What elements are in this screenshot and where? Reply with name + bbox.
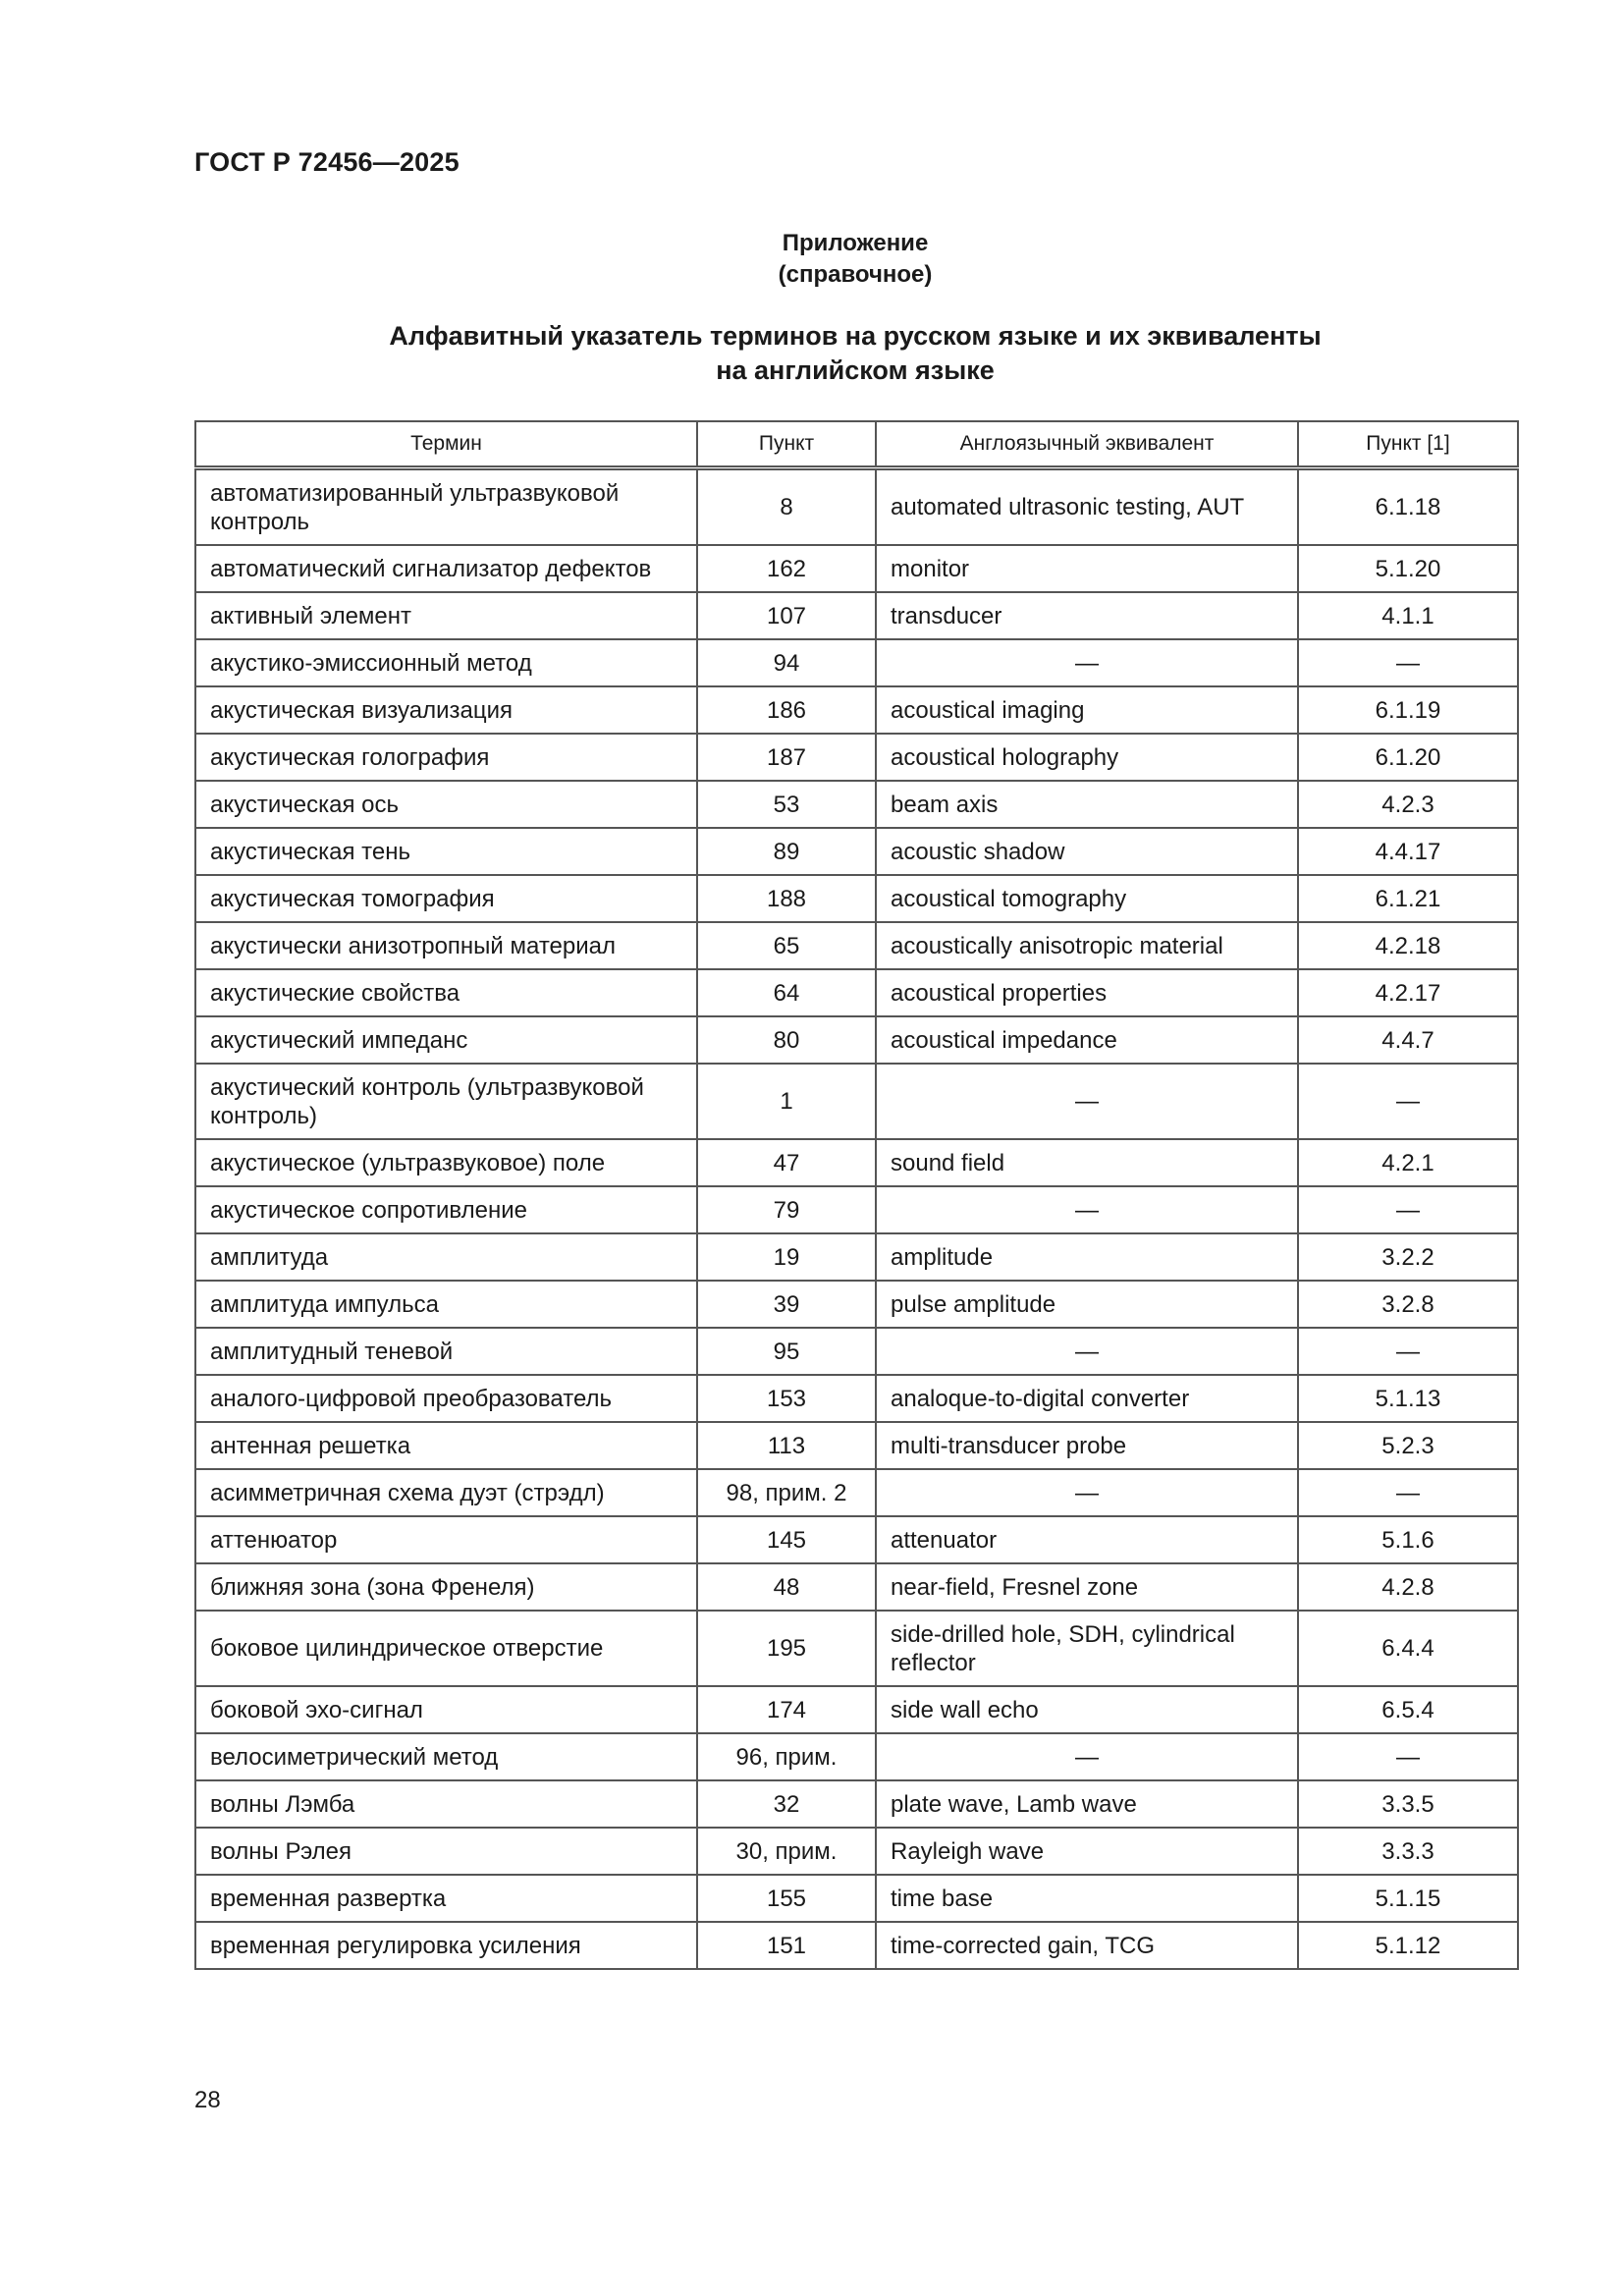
reference-item-cell: 6.1.19	[1298, 686, 1518, 734]
term-cell: аттенюатор	[195, 1516, 697, 1563]
reference-item-cell: 3.2.2	[1298, 1233, 1518, 1281]
term-cell: акустическая визуализация	[195, 686, 697, 734]
table-row	[195, 686, 1518, 734]
english-equivalent-cell: side-drilled hole, SDH, cylindrical reflector	[876, 1611, 1298, 1686]
term-cell: акустически анизотропный материал	[195, 922, 697, 969]
reference-item-cell: 4.4.7	[1298, 1016, 1518, 1064]
table-row	[195, 1611, 1518, 1686]
english-equivalent-cell: near-field, Fresnel zone	[876, 1563, 1298, 1611]
table-row	[195, 1733, 1518, 1780]
table-row	[195, 639, 1518, 686]
term-cell: антенная решетка	[195, 1422, 697, 1469]
term-cell: акустико-эмиссионный метод	[195, 639, 697, 686]
item-cell: 79	[697, 1186, 876, 1233]
table-row	[195, 1016, 1518, 1064]
table-row	[195, 1375, 1518, 1422]
reference-item-cell: 6.1.20	[1298, 734, 1518, 781]
table-row	[195, 969, 1518, 1016]
item-cell: 80	[697, 1016, 876, 1064]
table-row	[195, 1186, 1518, 1233]
english-equivalent-cell: multi-transducer probe	[876, 1422, 1298, 1469]
term-cell: волны Лэмба	[195, 1780, 697, 1828]
english-equivalent-cell: beam axis	[876, 781, 1298, 828]
term-cell: велосиметрический метод	[195, 1733, 697, 1780]
table-row	[195, 1139, 1518, 1186]
term-cell: акустическая ось	[195, 781, 697, 828]
item-cell: 155	[697, 1875, 876, 1922]
reference-item-cell: 6.4.4	[1298, 1611, 1518, 1686]
item-cell: 195	[697, 1611, 876, 1686]
reference-item-cell: 5.2.3	[1298, 1422, 1518, 1469]
term-cell: акустическое (ультразвуковое) поле	[195, 1139, 697, 1186]
term-cell: ближняя зона (зона Френеля)	[195, 1563, 697, 1611]
appendix-type: (справочное)	[778, 261, 933, 288]
item-cell: 47	[697, 1139, 876, 1186]
english-equivalent-cell: acoustical properties	[876, 969, 1298, 1016]
english-equivalent-cell: plate wave, Lamb wave	[876, 1780, 1298, 1828]
term-cell: временная развертка	[195, 1875, 697, 1922]
reference-item-cell: 4.2.3	[1298, 781, 1518, 828]
item-cell: 107	[697, 592, 876, 639]
table-row	[195, 781, 1518, 828]
english-equivalent-cell: acoustically anisotropic material	[876, 922, 1298, 969]
item-cell: 174	[697, 1686, 876, 1733]
table-row	[195, 828, 1518, 875]
header-english-equivalent: Англоязычный эквивалент	[876, 421, 1298, 468]
table-row	[195, 1064, 1518, 1139]
item-cell: 30, прим.	[697, 1828, 876, 1875]
table-row	[195, 1828, 1518, 1875]
english-equivalent-cell: acoustical impedance	[876, 1016, 1298, 1064]
appendix-label: Приложение	[782, 230, 929, 256]
reference-item-cell: —	[1298, 1469, 1518, 1516]
item-cell: 19	[697, 1233, 876, 1281]
reference-item-cell: —	[1298, 1733, 1518, 1780]
english-equivalent-cell: monitor	[876, 545, 1298, 592]
english-equivalent-cell: acoustic shadow	[876, 828, 1298, 875]
reference-item-cell: —	[1298, 639, 1518, 686]
item-cell: 95	[697, 1328, 876, 1375]
reference-item-cell: 4.4.17	[1298, 828, 1518, 875]
english-equivalent-cell: —	[876, 1328, 1298, 1375]
english-equivalent-cell: side wall echo	[876, 1686, 1298, 1733]
index-title-line-1: Алфавитный указатель терминов на русском языке и их эквиваленты	[389, 321, 1322, 351]
term-cell: боковой эхо-сигнал	[195, 1686, 697, 1733]
item-cell: 162	[697, 545, 876, 592]
header-reference-item: Пункт [1]	[1298, 421, 1518, 468]
reference-item-cell: —	[1298, 1064, 1518, 1139]
table-row	[195, 734, 1518, 781]
item-cell: 96, прим.	[697, 1733, 876, 1780]
english-equivalent-cell: automated ultrasonic testing, AUT	[876, 468, 1298, 546]
table-row	[195, 1780, 1518, 1828]
reference-item-cell: 6.5.4	[1298, 1686, 1518, 1733]
table-row	[195, 922, 1518, 969]
table-row	[195, 875, 1518, 922]
item-cell: 186	[697, 686, 876, 734]
index-title	[194, 319, 1516, 388]
table-row	[195, 1516, 1518, 1563]
reference-item-cell: 6.1.21	[1298, 875, 1518, 922]
item-cell: 8	[697, 468, 876, 546]
term-cell: автоматический сигнализатор дефектов	[195, 545, 697, 592]
english-equivalent-cell: Rayleigh wave	[876, 1828, 1298, 1875]
english-equivalent-cell: acoustical imaging	[876, 686, 1298, 734]
reference-item-cell: 6.1.18	[1298, 468, 1518, 546]
item-cell: 113	[697, 1422, 876, 1469]
english-equivalent-cell: time-corrected gain, TCG	[876, 1922, 1298, 1969]
table-row	[195, 1563, 1518, 1611]
page-number: 28	[194, 2087, 221, 2113]
table-body	[195, 468, 1518, 1970]
table-header-row	[195, 421, 1518, 468]
english-equivalent-cell: acoustical holography	[876, 734, 1298, 781]
term-cell: амплитуда импульса	[195, 1281, 697, 1328]
index-title-line-2: на английском языке	[716, 355, 995, 385]
reference-item-cell: 5.1.13	[1298, 1375, 1518, 1422]
term-cell: временная регулировка усиления	[195, 1922, 697, 1969]
english-equivalent-cell: amplitude	[876, 1233, 1298, 1281]
table-row	[195, 1328, 1518, 1375]
header-item: Пункт	[697, 421, 876, 468]
reference-item-cell: 5.1.12	[1298, 1922, 1518, 1969]
table-row	[195, 1922, 1518, 1969]
appendix-heading	[194, 228, 1516, 291]
english-equivalent-cell: —	[876, 1469, 1298, 1516]
table-row	[195, 1281, 1518, 1328]
item-cell: 53	[697, 781, 876, 828]
item-cell: 32	[697, 1780, 876, 1828]
term-cell: акустическая тень	[195, 828, 697, 875]
item-cell: 187	[697, 734, 876, 781]
term-cell: акустическая томография	[195, 875, 697, 922]
term-cell: активный элемент	[195, 592, 697, 639]
term-cell: амплитуда	[195, 1233, 697, 1281]
reference-item-cell: 4.2.18	[1298, 922, 1518, 969]
item-cell: 153	[697, 1375, 876, 1422]
english-equivalent-cell: transducer	[876, 592, 1298, 639]
table-row	[195, 468, 1518, 546]
term-cell: акустическое сопротивление	[195, 1186, 697, 1233]
term-cell: автоматизированный ультразвуковой контроль	[195, 468, 697, 546]
term-cell: асимметричная схема дуэт (стрэдл)	[195, 1469, 697, 1516]
reference-item-cell: 4.2.8	[1298, 1563, 1518, 1611]
english-equivalent-cell: acoustical tomography	[876, 875, 1298, 922]
table-row	[195, 1233, 1518, 1281]
reference-item-cell: 4.2.1	[1298, 1139, 1518, 1186]
english-equivalent-cell: —	[876, 1733, 1298, 1780]
item-cell: 65	[697, 922, 876, 969]
reference-item-cell: —	[1298, 1186, 1518, 1233]
english-equivalent-cell: attenuator	[876, 1516, 1298, 1563]
table-row	[195, 1875, 1518, 1922]
item-cell: 94	[697, 639, 876, 686]
term-cell: акустические свойства	[195, 969, 697, 1016]
english-equivalent-cell: analoque-to-digital converter	[876, 1375, 1298, 1422]
item-cell: 1	[697, 1064, 876, 1139]
reference-item-cell: 5.1.20	[1298, 545, 1518, 592]
item-cell: 89	[697, 828, 876, 875]
table-row	[195, 592, 1518, 639]
reference-item-cell: 5.1.15	[1298, 1875, 1518, 1922]
item-cell: 98, прим. 2	[697, 1469, 876, 1516]
document-code: ГОСТ Р 72456—2025	[194, 147, 460, 177]
reference-item-cell: 3.2.8	[1298, 1281, 1518, 1328]
term-cell: аналого-цифровой преобразователь	[195, 1375, 697, 1422]
term-cell: волны Рэлея	[195, 1828, 697, 1875]
reference-item-cell: —	[1298, 1328, 1518, 1375]
english-equivalent-cell: —	[876, 639, 1298, 686]
terms-index-table	[194, 420, 1519, 1970]
english-equivalent-cell: pulse amplitude	[876, 1281, 1298, 1328]
term-cell: амплитудный теневой	[195, 1328, 697, 1375]
table-row	[195, 545, 1518, 592]
table-row	[195, 1469, 1518, 1516]
reference-item-cell: 5.1.6	[1298, 1516, 1518, 1563]
item-cell: 39	[697, 1281, 876, 1328]
english-equivalent-cell: sound field	[876, 1139, 1298, 1186]
item-cell: 145	[697, 1516, 876, 1563]
english-equivalent-cell: time base	[876, 1875, 1298, 1922]
item-cell: 48	[697, 1563, 876, 1611]
header-term: Термин	[195, 421, 697, 468]
term-cell: боковое цилиндрическое отверстие	[195, 1611, 697, 1686]
item-cell: 64	[697, 969, 876, 1016]
reference-item-cell: 4.2.17	[1298, 969, 1518, 1016]
english-equivalent-cell: —	[876, 1064, 1298, 1139]
term-cell: акустический контроль (ультразвуковой контроль)	[195, 1064, 697, 1139]
term-cell: акустическая голография	[195, 734, 697, 781]
reference-item-cell: 3.3.3	[1298, 1828, 1518, 1875]
english-equivalent-cell: —	[876, 1186, 1298, 1233]
reference-item-cell: 4.1.1	[1298, 592, 1518, 639]
term-cell: акустический импеданс	[195, 1016, 697, 1064]
item-cell: 151	[697, 1922, 876, 1969]
item-cell: 188	[697, 875, 876, 922]
table-row	[195, 1422, 1518, 1469]
reference-item-cell: 3.3.5	[1298, 1780, 1518, 1828]
table-row	[195, 1686, 1518, 1733]
